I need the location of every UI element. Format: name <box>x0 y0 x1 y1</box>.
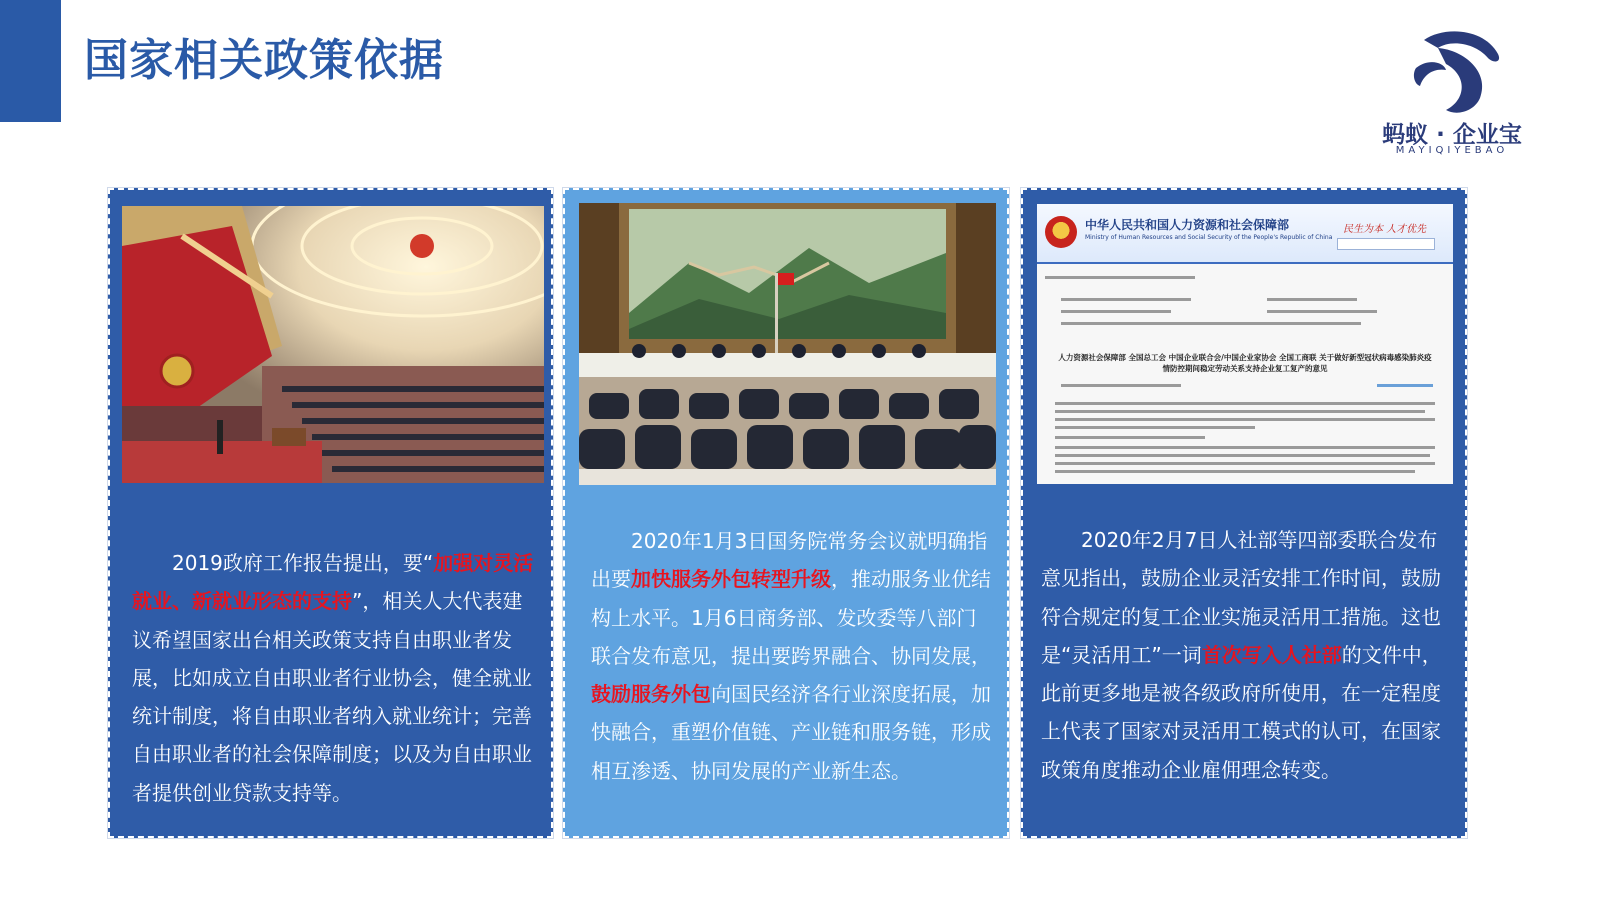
doc-meta-line <box>1061 310 1171 313</box>
great-hall-session-photo <box>122 206 544 483</box>
card-3-text <box>1041 521 1457 789</box>
site-search-box <box>1337 238 1435 250</box>
card-3-text-part-3: 的文件中，此前更多地是被各级政府所使用，在一定程度上代表了国家对灵活用工模式的认可，在国家政策角度推动企业雇佣理念转变。 <box>1041 642 1442 782</box>
company-logo <box>1372 28 1532 158</box>
ministry-name: 中华人民共和国人力资源和社会保障部 <box>1085 218 1290 232</box>
national-emblem-icon <box>1045 216 1077 248</box>
doc-body-line <box>1055 454 1430 457</box>
policy-card-state-council <box>563 188 1009 838</box>
card-2-highlight-2: 鼓励服务外包 <box>591 682 711 707</box>
doc-meta-line <box>1267 310 1377 313</box>
doc-body-line <box>1055 402 1435 405</box>
doc-body-line <box>1055 426 1255 429</box>
ministry-slogan: 民生为本 人才优先 <box>1343 224 1427 235</box>
doc-meta-line <box>1061 322 1361 325</box>
doc-meta-line <box>1061 298 1191 301</box>
card-2-highlight-1: 加快服务外包转型升级 <box>631 567 831 592</box>
policy-card-mohrss <box>1021 188 1467 838</box>
ministry-site-header <box>1037 204 1453 264</box>
document-title: 人力资源社会保障部 全国总工会 中国企业联合会/中国企业家协会 全国工商联 关于做好新型冠状病毒感染肺炎疫情防控期间稳定劳动关系支持企业复工复产的意见 <box>1058 353 1432 373</box>
card-1-highlight: 加强对灵活就业、新就业形态的支持 <box>132 551 534 614</box>
ant-logo-icon <box>1394 28 1504 116</box>
card-3-text-part-1: 2020年2月7日人社部等四部委联合发布意见指出，鼓励企业灵活安排工作时间，鼓励符合规定的复工企业实施灵活用工措施。这也是“灵活用工”一词 <box>1041 528 1441 667</box>
card-1-text-part-1: 2019政府工作报告提出，要“ <box>172 551 434 575</box>
doc-share-icons <box>1377 384 1433 387</box>
logo-name: 蚂蚁 · 企业宝 <box>1382 122 1522 148</box>
card-1-text-part-3: ”，相关人大代表建议希望国家出台相关政策支持自由职业者发展，比如成立自由职业者行业协会，健全就业统计制度，将自由职业者纳入就业统计；完善自由职业者的社会保障制度；以及为自由职业者提供创业贷款支持等。 <box>132 589 532 805</box>
doc-tool-line <box>1061 384 1181 387</box>
card-2-text-part-1: 2020年1月3日国务院常务会议就明确指出要 <box>591 529 988 592</box>
doc-body-line <box>1055 462 1435 465</box>
ministry-name-en: Ministry of Human Resources and Social Security of the People's Republic of China <box>1085 234 1333 241</box>
card-2-text-part-3: ，推动服务业优结构上水平。1月6日商务部、发改委等八部门联合发布意见，提出要跨界融合、协同发展， <box>591 567 991 668</box>
state-council-meeting-photo <box>579 203 996 485</box>
doc-body-line <box>1055 436 1205 439</box>
card-3-highlight: 首次写入人社部 <box>1201 642 1342 667</box>
doc-body-line <box>1055 418 1435 421</box>
logo-subtitle: MAYIQIYEBAO <box>1395 145 1509 156</box>
corner-accent-block <box>0 0 61 122</box>
doc-meta-line <box>1267 298 1357 301</box>
doc-breadcrumb-line <box>1045 276 1195 279</box>
card-2-text-part-5: 向国民经济各行业深度拓展，加快融合，重塑价值链、产业链和服务链，形成相互渗透、协同发展的产业新生态。 <box>591 682 991 783</box>
doc-body-line <box>1055 446 1435 449</box>
card-2-text <box>591 522 991 790</box>
doc-body-line <box>1055 410 1425 413</box>
doc-body-line <box>1055 470 1415 473</box>
card-1-text <box>132 544 542 812</box>
policy-card-2019-report <box>108 188 553 838</box>
page-title: 国家相关政策依据 <box>84 35 444 86</box>
ministry-website-document <box>1037 204 1453 484</box>
